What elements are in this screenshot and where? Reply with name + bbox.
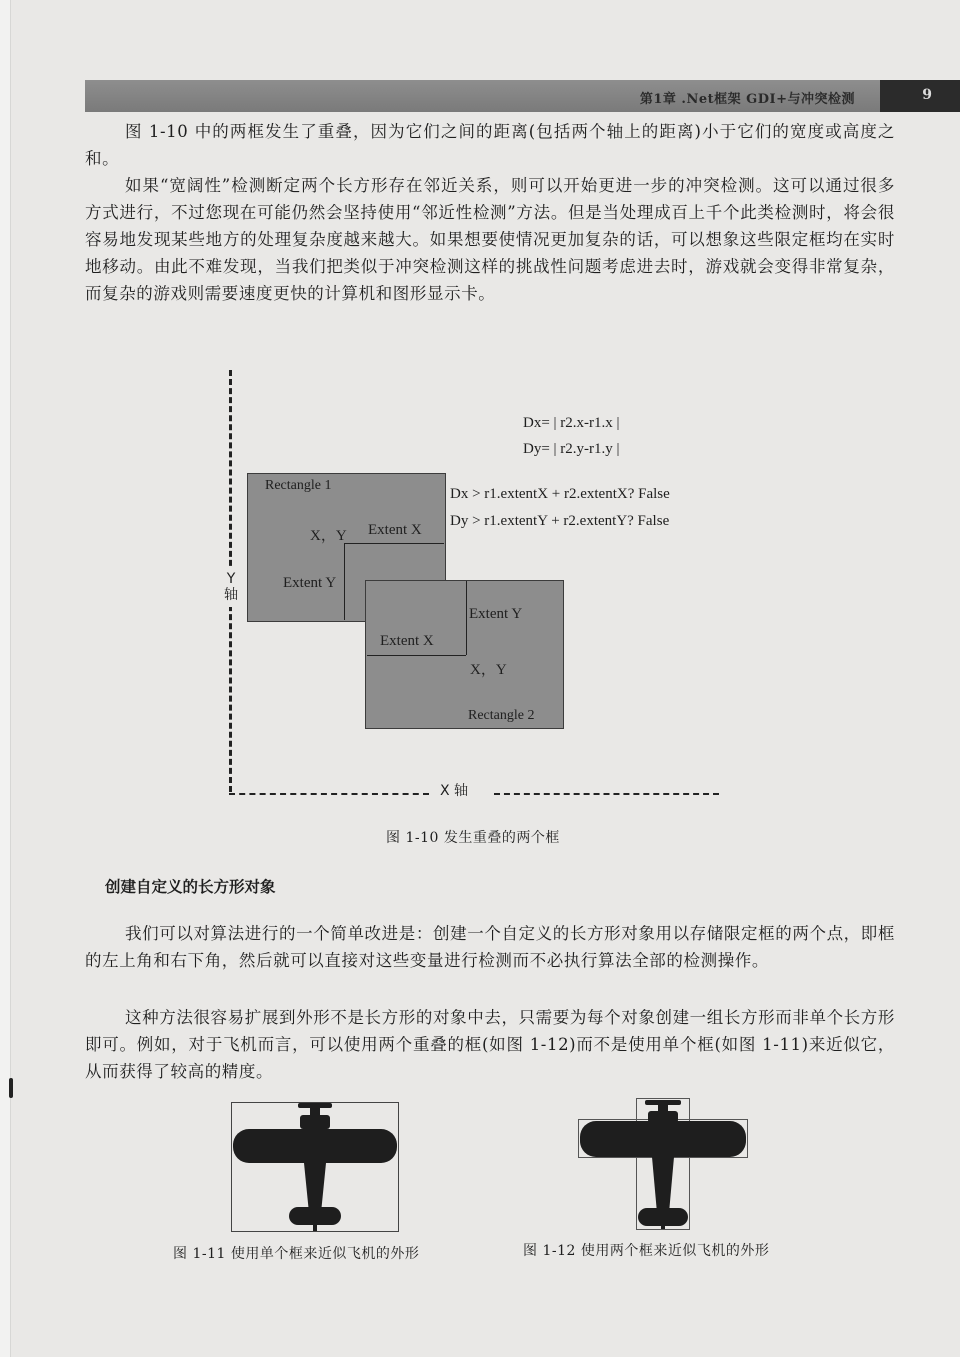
rect1-extent-y-arrow (344, 543, 345, 620)
rect1-label: Rectangle 1 (265, 478, 332, 493)
rect1-extent-x-arrow (344, 543, 444, 544)
y-axis-label: Y 轴 (222, 567, 240, 607)
page-number: 9 (922, 87, 932, 103)
paragraph-3: 我们可以对算法进行的一个简单改进是：创建一个自定义的长方形对象用以存储限定框的两个点，即框的左上角和右下角，然后就可以直接对这些变量进行检测而不必执行算法全部的检测操作。 (85, 924, 895, 970)
rect2-extent-x: Extent X (380, 633, 434, 649)
x-axis-right (494, 793, 719, 795)
paragraph-1: 图 1-10 中的两框发生了重叠，因为它们之间的距离(包括两个轴上的距离)小于它们的宽度或高度之和。 (85, 122, 895, 168)
test-y: Dy > r1.extentY + r2.extentY? False (450, 513, 670, 529)
paragraph-4: 这种方法很容易扩展到外形不是长方形的对象中去，只需要为每个对象创建一组长方形而非单个长方形即可。例如，对于飞机而言，可以使用两个重叠的框(如图 1-12)而不是使用单个框(如图 1-11)来近似它，从而获得了较高的精度。 (85, 1008, 895, 1081)
airplane-icon (578, 1095, 750, 1230)
figure-1-12 (578, 1095, 750, 1230)
test-x: Dx > r1.extentX + r2.extentX? False (450, 486, 670, 502)
chapter-title: 第1章 .Net框架 GDI+与冲突检测 (639, 92, 855, 107)
rect1-extent-x: Extent X (368, 522, 422, 538)
figure-1-10-caption: 图 1-10 发生重叠的两个框 (386, 830, 560, 846)
paragraph-2: 如果“宽阔性”检测断定两个长方形存在邻近关系，则可以开始更进一步的冲突检测。这可以通过很多方式进行，不过您现在可能仍然会坚持使用“邻近性检测”方法。但是当处理成百上千个此类检测时，将会很容易地发现某些地方的处理复杂度越来越大。如果想要使情况更加复杂的话，可以想象这些限定框均在实时地移动。由此不难发现，当我们把类似于冲突检测这样的挑战性问题考虑进去时，游戏就会变得非常复杂，而复杂的游戏则需要速度更快的计算机和图形显示卡。 (85, 176, 895, 303)
x-axis-left (229, 793, 429, 795)
rect2-extent-y-arrow (466, 581, 467, 655)
rect1-xy: X，Y (310, 528, 347, 544)
figure-1-11-caption: 图 1-11 使用单个框来近似飞机的外形 (173, 1246, 420, 1262)
rect2-extent-y: Extent Y (469, 606, 523, 622)
formula-dy: Dy= | r2.y-r1.y | (523, 441, 620, 457)
section-heading: 创建自定义的长方形对象 (105, 878, 276, 896)
formula-dx: Dx= | r2.x-r1.x | (523, 415, 620, 431)
rect2-extent-x-arrow (367, 655, 466, 656)
rect1-extent-y: Extent Y (283, 575, 337, 591)
airplane-icon (232, 1103, 398, 1233)
rect2-label: Rectangle 2 (468, 708, 535, 723)
x-axis-label: X 轴 (440, 783, 469, 799)
figure-1-12-caption: 图 1-12 使用两个框来近似飞机的外形 (523, 1243, 770, 1259)
figure-1-11 (231, 1102, 399, 1232)
rect2-xy: X，Y (470, 662, 507, 678)
